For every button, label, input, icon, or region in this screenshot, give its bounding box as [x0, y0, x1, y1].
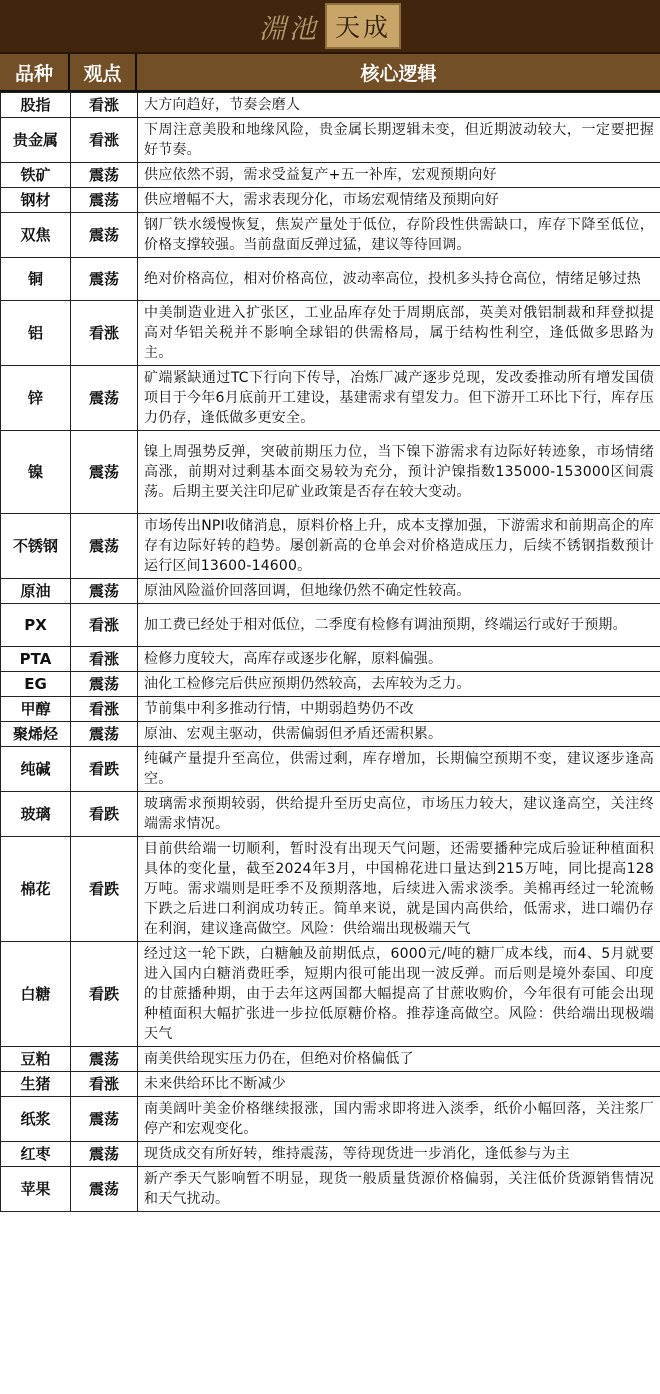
- variety-cell: 不锈钢: [1, 514, 71, 579]
- table-row: [1, 258, 660, 301]
- view-cell: 震荡: [71, 1097, 138, 1142]
- variety-cell: PX: [1, 604, 71, 647]
- variety-cell: 贵金属: [1, 118, 71, 163]
- variety-cell: 纯碱: [1, 747, 71, 792]
- logic-cell: 供应依然不弱，需求受益复产+五一补库，宏观预期向好: [138, 163, 660, 188]
- table-row: [1, 301, 660, 366]
- variety-cell: 纸浆: [1, 1097, 71, 1142]
- variety-cell: 铝: [1, 301, 71, 366]
- variety-cell: 镍: [1, 431, 71, 514]
- table-row: [1, 1072, 660, 1097]
- variety-cell: 苹果: [1, 1167, 71, 1212]
- table-row: [1, 747, 660, 792]
- logic-cell: 南美阔叶美金价格继续报涨，国内需求即将进入淡季，纸价小幅回落，关注浆厂停产和宏观变化。: [138, 1097, 660, 1142]
- logic-cell: 油化工检修完后供应预期仍然较高，去库较为乏力。: [138, 672, 660, 697]
- view-cell: 震荡: [71, 163, 138, 188]
- view-cell: 震荡: [71, 672, 138, 697]
- variety-cell: EG: [1, 672, 71, 697]
- view-cell: 看涨: [71, 118, 138, 163]
- brand-logo-text: 淵池: [258, 13, 319, 45]
- variety-cell: 股指: [1, 93, 71, 118]
- table-row: [1, 118, 660, 163]
- variety-cell: 棉花: [1, 837, 71, 942]
- variety-cell: 白糖: [1, 942, 71, 1047]
- table-row: [1, 188, 660, 213]
- logic-cell: 经过这一轮下跌，白糖触及前期低点，6000元/吨的糖厂成本线，而4、5月就要进入国内白糖消费旺季，短期内很可能出现一波反弹。而后则是境外泰国、印度的甘蔗播种期，由于去年这两国都大幅提高了甘蔗收购价，今年很有可能会出现种植面积大幅扩张进一步拉低原糖价格。推荐逢高做空。风险：供给端出现极端天气: [138, 942, 660, 1047]
- table-row: [1, 1167, 660, 1212]
- table-row: [1, 1097, 660, 1142]
- variety-cell: 钢材: [1, 188, 71, 213]
- logic-cell: 现货成交有所好转，维持震荡，等待现货进一步消化，逢低参与为主: [138, 1142, 660, 1167]
- view-cell: 震荡: [71, 514, 138, 579]
- table-row: [1, 792, 660, 837]
- logic-cell: 节前集中利多推动行情，中期弱趋势仍不改: [138, 697, 660, 722]
- variety-cell: 生猪: [1, 1072, 71, 1097]
- variety-cell: 原油: [1, 579, 71, 604]
- logic-cell: 原油风险溢价回落回调，但地缘仍然不确定性较高。: [138, 579, 660, 604]
- table-row: [1, 1142, 660, 1167]
- table-row: [1, 1047, 660, 1072]
- table-row: [1, 647, 660, 672]
- logic-cell: 钢厂铁水缓慢恢复，焦炭产量处于低位，存阶段性供需缺口，库存下降至低位，价格支撑较强。当前盘面反弹过猛，建议等待回调。: [138, 213, 660, 258]
- view-cell: 震荡: [71, 1047, 138, 1072]
- variety-cell: PTA: [1, 647, 71, 672]
- logic-cell: 新产季天气影响暂不明显，现货一般质量货源价格偏弱，关注低价货源销售情况和天气扰动。: [138, 1167, 660, 1212]
- logic-cell: 矿端紧缺通过TC下行向下传导，冶炼厂减产逐步兑现，发改委推动所有增发国债项目于今年6月底前开工建设，基建需求有望发力。但下游开工环比下行，库存压力仍存，逢低做多更安全。: [138, 366, 660, 431]
- variety-cell: 甲醇: [1, 697, 71, 722]
- logic-cell: 纯碱产量提升至高位，供需过剩，库存增加，长期偏空预期不变，建议逐步逢高空。: [138, 747, 660, 792]
- view-cell: 震荡: [71, 431, 138, 514]
- variety-cell: 玻璃: [1, 792, 71, 837]
- table-row: [1, 837, 660, 942]
- logic-cell: 市场传出NPI收储消息，原料价格上升，成本支撑加强，下游需求和前期高企的库存有边际好转的趋势。屡创新高的仓单会对价格造成压力，后续不锈钢指数预计运行区间13600-14600。: [138, 514, 660, 579]
- view-cell: 震荡: [71, 258, 138, 301]
- variety-cell: 铁矿: [1, 163, 71, 188]
- view-cell: 震荡: [71, 213, 138, 258]
- view-cell: 看涨: [71, 647, 138, 672]
- variety-cell: 锌: [1, 366, 71, 431]
- logic-cell: 目前供给端一切顺利，暂时没有出现天气问题，还需要播种完成后验证种植面积具体的变化量，截至2024年3月，中国棉花进口量达到215万吨，同比提高128万吨。需求端则是旺季不及预期落地，后续进入需求淡季。美棉再经过一轮流畅下跌之后进口利润成功转正。简单来说，就是国内高供给，低需求，进口端仍存在利润，建议逢高做空。风险：供给端出现极端天气: [138, 837, 660, 942]
- view-cell: 震荡: [71, 1142, 138, 1167]
- table-row: [1, 163, 660, 188]
- view-cell: 看跌: [71, 942, 138, 1047]
- view-cell: 看涨: [71, 604, 138, 647]
- table-row: [1, 697, 660, 722]
- view-cell: 震荡: [71, 188, 138, 213]
- view-cell: 看跌: [71, 837, 138, 942]
- view-cell: 震荡: [71, 366, 138, 431]
- header-view: 观点: [70, 54, 137, 90]
- logic-cell: 加工费已经处于相对低位，二季度有检修有调油预期，终端运行或好于预期。: [138, 604, 660, 647]
- brand-banner: [0, 0, 660, 54]
- table-row: [1, 604, 660, 647]
- table-row: [1, 93, 660, 118]
- variety-cell: 聚烯烃: [1, 722, 71, 747]
- table-row: [1, 366, 660, 431]
- logic-cell: 镍上周强势反弹，突破前期压力位，当下镍下游需求有边际好转迹象，市场情绪高涨，前期对过剩基本面交易较为充分，预计沪镍指数135000-153000区间震荡。后期主要关注印尼矿业政策是否存在较大变动。: [138, 431, 660, 514]
- table-row: [1, 431, 660, 514]
- outlook-table: [0, 92, 660, 1212]
- view-cell: 震荡: [71, 722, 138, 747]
- view-cell: 看涨: [71, 301, 138, 366]
- view-cell: 震荡: [71, 579, 138, 604]
- table-row: [1, 942, 660, 1047]
- logic-cell: 绝对价格高位，相对价格高位，波动率高位，投机多头持仓高位，情绪足够过热: [138, 258, 660, 301]
- table-header: [0, 54, 660, 92]
- variety-cell: 红枣: [1, 1142, 71, 1167]
- table-row: [1, 213, 660, 258]
- variety-cell: 豆粕: [1, 1047, 71, 1072]
- logic-cell: 检修力度较大，高库存或逐步化解，原料偏强。: [138, 647, 660, 672]
- view-cell: 震荡: [71, 1167, 138, 1212]
- table-row: [1, 672, 660, 697]
- logic-cell: 未来供给环比不断减少: [138, 1072, 660, 1097]
- table-row: [1, 514, 660, 579]
- logic-cell: 中美制造业进入扩张区，工业品库存处于周期底部，英美对俄铝制裁和拜登拟提高对华铝关税并不影响全球铝的供需格局，属于结构性利空，逢低做多思路为主。: [138, 301, 660, 366]
- header-variety: 品种: [0, 54, 70, 90]
- logic-cell: 南美供给现实压力仍在，但绝对价格偏低了: [138, 1047, 660, 1072]
- variety-cell: 铜: [1, 258, 71, 301]
- brand-logo-seal: 天成: [325, 3, 401, 49]
- logic-cell: 玻璃需求预期较弱，供给提升至历史高位，市场压力较大，建议逢高空，关注终端需求情况。: [138, 792, 660, 837]
- view-cell: 看跌: [71, 747, 138, 792]
- table-row: [1, 579, 660, 604]
- view-cell: 看涨: [71, 697, 138, 722]
- variety-cell: 双焦: [1, 213, 71, 258]
- logic-cell: 供应增幅不大，需求表现分化，市场宏观情绪及预期向好: [138, 188, 660, 213]
- logic-cell: 下周注意美股和地缘风险，贵金属长期逻辑未变，但近期波动较大，一定要把握好节奏。: [138, 118, 660, 163]
- header-logic: 核心逻辑: [360, 62, 437, 85]
- logic-cell: 大方向趋好，节奏会磨人: [138, 93, 660, 118]
- view-cell: 看涨: [71, 93, 138, 118]
- logic-cell: 原油、宏观主驱动，供需偏弱但矛盾还需积累。: [138, 722, 660, 747]
- view-cell: 看涨: [71, 1072, 138, 1097]
- table-row: [1, 722, 660, 747]
- view-cell: 看跌: [71, 792, 138, 837]
